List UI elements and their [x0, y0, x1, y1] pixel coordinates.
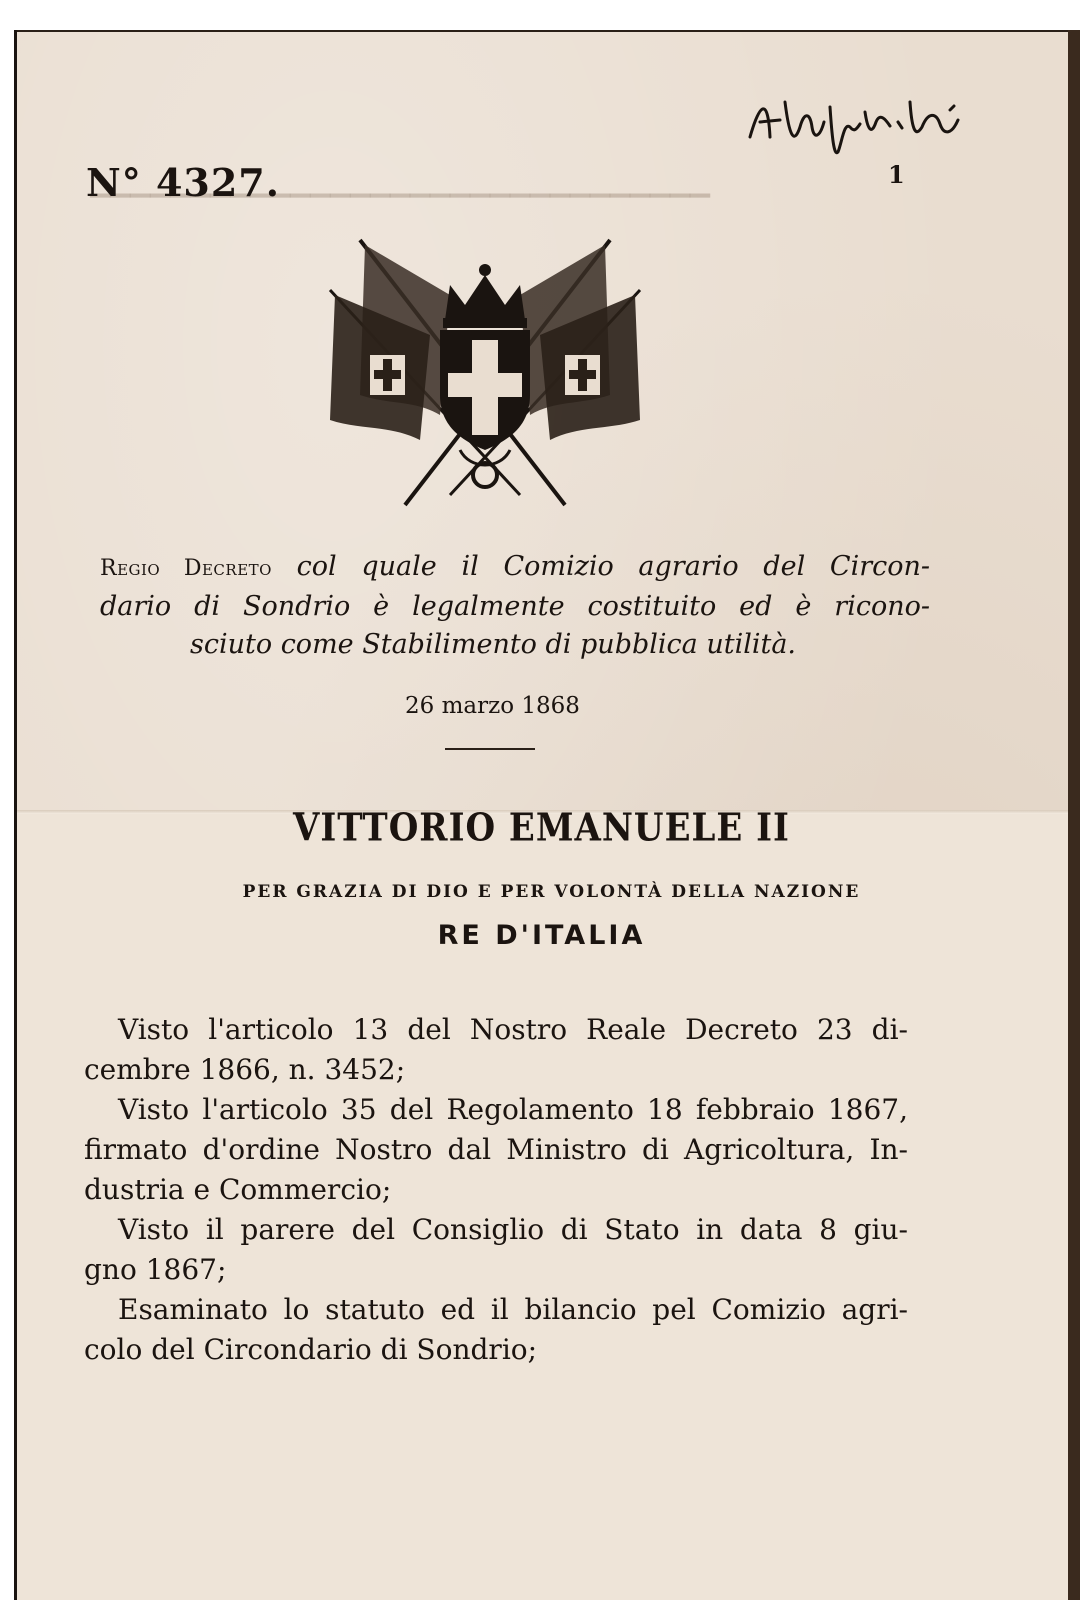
- royal-crest-icon: [320, 225, 650, 510]
- king-title: VITTORIO EMANUELE II: [293, 805, 790, 851]
- body-line: firmato d'ordine Nostro dal Ministro di Agricoltura, In-: [84, 1133, 908, 1166]
- bleed-through-texture: ▔▔▔▔▔▔▔▔▔▔▔▔▔▔▔▔▔▔▔▔▔▔▔▔▔▔▔▔▔▔▔: [90, 195, 710, 225]
- decree-line-3: sciuto come Stabilimento di pubblica utilità.: [190, 629, 797, 660]
- body-line: dustria e Commercio;: [84, 1173, 392, 1206]
- top-edge: [14, 30, 1080, 32]
- decree-line-2: dario di Sondrio è legalmente costituito ed è ricono-: [100, 591, 930, 622]
- decree-number: N° 4327.: [86, 160, 280, 205]
- body-line: cembre 1866, n. 3452;: [84, 1053, 406, 1086]
- body-line: Visto l'articolo 13 del Nostro Reale Decreto 23 di-: [118, 1013, 908, 1046]
- divider-rule: [445, 748, 535, 750]
- body-line: gno 1867;: [84, 1253, 227, 1286]
- decree-body: [84, 1010, 908, 1370]
- decree-summary: [100, 548, 930, 664]
- re-ditalia-heading: RE D'ITALIA: [437, 920, 646, 951]
- body-line: Esaminato lo statuto ed il bilancio pel Comizio agri-: [118, 1293, 908, 1326]
- body-line: colo del Circondario di Sondrio;: [84, 1333, 538, 1366]
- decree-lead: Regio Decreto: [100, 556, 272, 581]
- decree-line-1: Regio Decreto col quale il Comizio agrario del Circon-: [100, 551, 930, 582]
- body-line: Visto l'articolo 35 del Regolamento 18 febbraio 1867,: [118, 1093, 908, 1126]
- body-line: Visto il parere del Consiglio di Stato in data 8 giu-: [118, 1213, 908, 1246]
- handwritten-signature: [740, 82, 970, 162]
- decree-date: 26 marzo 1868: [405, 693, 580, 719]
- grace-line: PER GRAZIA DI DIO E PER VOLONTÀ DELLA NAZIONE: [242, 882, 861, 902]
- page-number: 1: [888, 160, 905, 189]
